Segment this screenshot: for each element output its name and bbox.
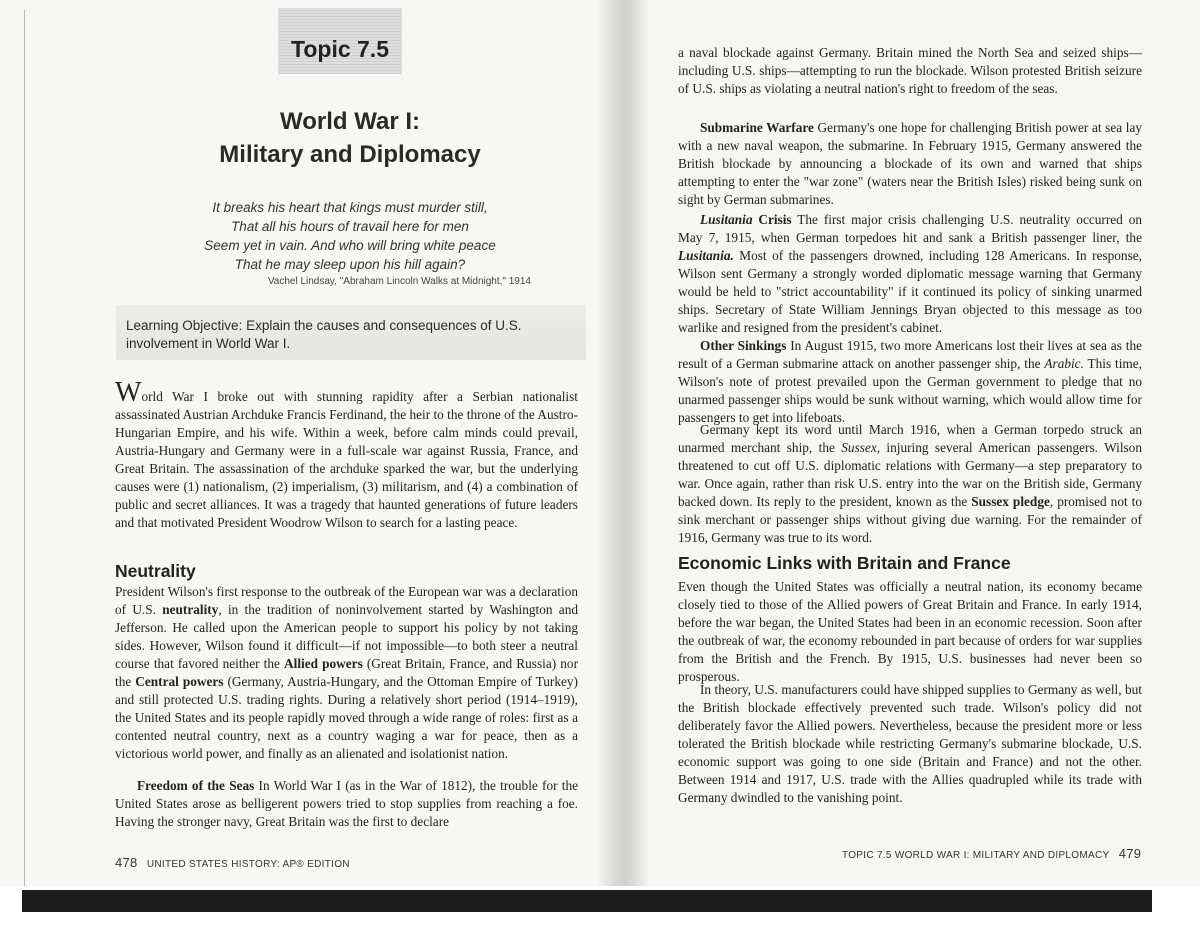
text-run: The first major crisis challenging U.S. neutrality occurred on May 7, 1915, when German torpedoes hit and sank a British passenger liner, the (678, 212, 1142, 245)
epigraph-attribution: Vachel Lindsay, "Abraham Lincoln Walks at Midnight," 1914 (267, 276, 531, 287)
run-in-heading: Other Sinkings (700, 338, 787, 353)
text-run: In World War I (as in the War of 1812), the trouble for the United States arose as belligerent powers tried to stop supplies from reaching a foe. Having the stronger navy, Great Britain was the first to declare (115, 778, 578, 829)
lusitania-paragraph (678, 211, 1142, 337)
text-run: (Germany, Austria-Hungary, and the Ottoman Empire of Turkey) and still protected U.S. trading rights. During a relatively short period (1914–1919), the United States and its people rapidly moved through a wide range of roles: first as a contented neutral country, next as a country waging a war for peace, then as a victorious world power, and finally as an alienated and isolationist nation. (115, 674, 578, 761)
run-in-heading: Freedom of the Seas (137, 778, 255, 793)
page-number: 479 (1118, 846, 1142, 861)
poem-line: Seem yet in vain. And who will bring white peace (204, 238, 496, 253)
poem-line: That he may sleep upon his hill again? (234, 257, 466, 272)
objective-label: Learning Objective: (126, 318, 243, 333)
left-footer (115, 855, 350, 870)
run-in-heading-italic: Lusitania (700, 212, 753, 227)
chapter-title-line2: Military and Diplomacy (219, 141, 481, 168)
text-run: Most of the passengers drowned, including 128 Americans. In response, Wilson sent Germany a strongly worded diplomatic message warning that Germany would be held to "strict accountability" if it continued its policy of sinking unarmed ships. Secretary of State William Jennings Bryan objected to this message as too warlike and resigned from the president's cabinet. (678, 248, 1142, 335)
section-heading-economic-links: Economic Links with Britain and France (678, 553, 1011, 573)
topic-badge (278, 8, 402, 74)
text-run: Germany kept its word until March 1916, when a German torpedo struck an unarmed merchant ship, the (678, 422, 1142, 455)
other-sinkings-paragraph (678, 337, 1142, 427)
scan-bottom-edge (0, 886, 1200, 927)
economic-paragraph-2: In theory, U.S. manufacturers could have shipped supplies to Germany as well, but the British blockade effectively prevented such trade. Wilson's policy did not deliberately favor the Allied powers. Nevertheless, because the president more or less tolerated the British blockade while restricting Germany's submarine blockade, U.S. economic support was going to one side (Britain and France) and not the other. Between 1914 and 1917, U.S. trade with the Allies quadrupled while its trade with Germany dwindled to the vanishing point. (678, 682, 1142, 805)
text-run: injuring several American passengers. Wilson threatened to cut off U.S. diplomatic relations with Germany—a step preparatory to war. Once again, rather than risk U.S. entry into the war on the British side, Germany backed down. Its reply to the president, known as the (678, 440, 1142, 509)
text-run: This time, Wilson's note of protest prevailed upon the German government to pledge that no unarmed passenger ships would be sunk without warning, which would allow time for passengers to get into lifeboats. (678, 356, 1143, 425)
key-term: Sussex pledge (971, 494, 1050, 509)
ship-name: Sussex, (841, 440, 881, 455)
page-number: 478 (115, 855, 138, 870)
text-run: President Wilson's first response to the outbreak of the European war was a declaration of U.S. (115, 584, 578, 617)
objective-body: Explain the causes and consequences of U.S. involvement in World War I. (126, 318, 522, 351)
learning-objective-text (126, 317, 576, 353)
chapter-title-line1: World War I: (280, 108, 420, 135)
neutrality-paragraph (115, 583, 578, 763)
economic-paragraph-1: Even though the United States was officially a neutral nation, its economy became closely tied to those of the Allied powers of Great Britain and France. In early 1914, before the war began, the United States had been in an economic recession. Soon after the outbreak of war, the economy rebounded in part because of orders for war supplies from the British and the French. By 1915, U.S. businesses had never been so prosperous. (678, 579, 1142, 684)
key-term: Allied powers (284, 656, 363, 671)
run-in-heading: Submarine Warfare (700, 120, 814, 135)
key-term: Central powers (135, 674, 224, 689)
text-run: , in the tradition of noninvolvement started by Washington and Jefferson. He called upon the American people to support his policy by not taking sides. However, Wilson found it difficult—if not impossible—to both steer a neutral course that favored neither the (115, 602, 578, 671)
submarine-warfare-paragraph (678, 119, 1142, 209)
right-footer (842, 846, 1141, 861)
ship-name: Lusitania. (678, 248, 734, 263)
sussex-paragraph (678, 421, 1142, 547)
running-footer: TOPIC 7.5 WORLD WAR I: MILITARY AND DIPLOMACY (842, 850, 1110, 861)
intro-text: orld War I broke out with stunning rapidity after a Serbian nationalist assassinated Austrian Archduke Francis Ferdinand, the heir to the throne of the Austro-Hungarian Empire, and his wife. Within a week, before calm minds could prevail, Austria-Hungary and Germany were in a full-scale war against Russia, France, and Great Britain. The assassination of the archduke sparked the war, but the underlying causes were (1) nationalism, (2) imperialism, (3) militarism, and (4) a combination of public and secret alliances. It was a tragedy that haunted generations of future leaders and that motivated President Woodrow Wilson to search for a lasting peace. (115, 389, 578, 530)
topic-label: Topic 7.5 (291, 36, 389, 62)
ship-name: Arabic. (1044, 356, 1084, 371)
book-gutter (598, 0, 648, 895)
key-term: neutrality (162, 602, 219, 617)
run-in-heading: Crisis (752, 212, 792, 227)
text-run: , promised not to sink merchant or passenger ships without giving due warning. For the remainder of 1916, Germany was true to its word. (678, 494, 1142, 545)
drop-cap: W (115, 377, 142, 408)
running-footer: UNITED STATES HISTORY: AP® EDITION (146, 859, 350, 870)
learning-objective-box (116, 305, 586, 360)
poem-line: It breaks his heart that kings must murder still, (212, 200, 488, 215)
text-run: (Great Britain, France, and Russia) nor the (115, 656, 578, 689)
freedom-of-seas-paragraph (115, 777, 578, 831)
left-page (0, 0, 612, 895)
page-edge-line (24, 10, 25, 890)
section-heading-neutrality: Neutrality (115, 561, 196, 581)
poem-line: That all his hours of travail here for men (231, 219, 469, 234)
blockade-continuation-paragraph: a naval blockade against Germany. Britain mined the North Sea and seized ships—including U.S. ships—attempting to run the blockade. Wilson protested British seizure of U.S. ships as violating a neutral nation's right to freedom of the seas. (678, 45, 1142, 96)
text-run: In August 1915, two more Americans lost their lives at sea as the result of a German submarine attack on another passenger ship, the (678, 338, 1142, 371)
scanner-shadow-bar (22, 890, 1152, 912)
epigraph-poem (150, 198, 550, 274)
text-run: Germany's one hope for challenging British power at sea lay with a new naval weapon, the submarine. In February 1915, Germany answered the British blockade by announcing a blockade of its own and warned that ships attempting to enter the "war zone" (waters near the British Isles) risked being sunk on sight by German submarines. (678, 120, 1142, 207)
intro-paragraph (115, 377, 578, 532)
